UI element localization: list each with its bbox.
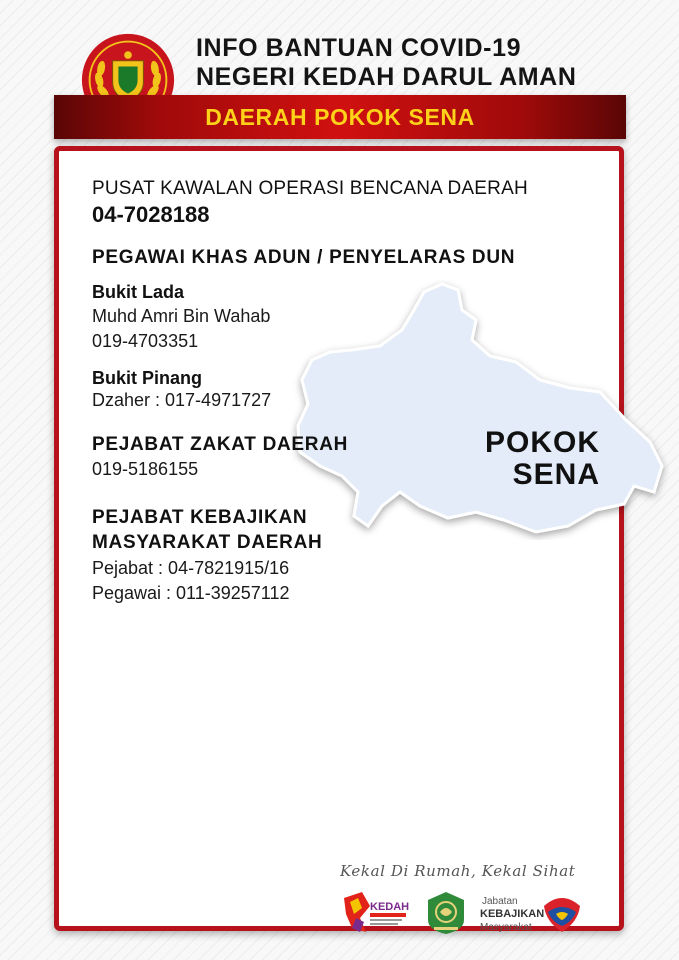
district-banner-text: DAERAH POKOK SENA [205,104,475,130]
adun-heading: PEGAWAI KHAS ADUN / PENYELARAS DUN [92,247,516,268]
zakat-heading: PEJABAT ZAKAT DAERAH [92,434,349,455]
pokok-sena-map-icon [290,280,670,540]
bukit-lada-phone: 019-4703351 [92,331,199,351]
ops-center-phone: 04-7028188 [92,202,210,227]
kebajikan-heading-line-2: MASYARAKAT DAERAH [92,532,323,553]
title-line-1: INFO BANTUAN COVID-19 [196,34,522,62]
bukit-pinang-area: Bukit Pinang [92,368,203,388]
title-line-2: NEGERI KEDAH DARUL AMAN [196,63,577,91]
kedah-aman-makmur-logo [340,888,410,938]
kedah-logo-text: KEDAH [370,901,410,913]
slogan: Kekal Di Rumah, Kekal Sihat [340,862,576,880]
jabatan-kebajikan-masyarakat-logo [478,888,544,938]
map-label-line-2: SENA [512,458,600,491]
district-banner [54,95,626,139]
kebajikan-heading-line-1: PEJABAT KEBAJIKAN [92,507,308,528]
kebajikan-officer: Pegawai : 011-39257112 [92,583,290,603]
ops-center-label: PUSAT KAWALAN OPERASI BENCANA DAERAH [92,178,528,199]
zakat-phone: 019-5186155 [92,459,199,479]
bukit-pinang-contact: Dzaher : 017-4971727 [92,390,272,410]
kebajikan-office: Pejabat : 04-7821915/16 [92,558,290,578]
zakat-kedah-logo [424,890,468,936]
jkm-logo-text-2: KEBAJIKAN [480,908,544,920]
bukit-lada-name: Muhd Amri Bin Wahab [92,306,271,326]
jkm-logo-text-1: Jabatan [482,896,518,907]
bukit-lada-area: Bukit Lada [92,282,185,302]
map-label-line-1: POKOK [484,426,600,459]
prihatin-logo [538,888,586,938]
jkm-logo-text-3: Masyarakat [480,922,532,933]
